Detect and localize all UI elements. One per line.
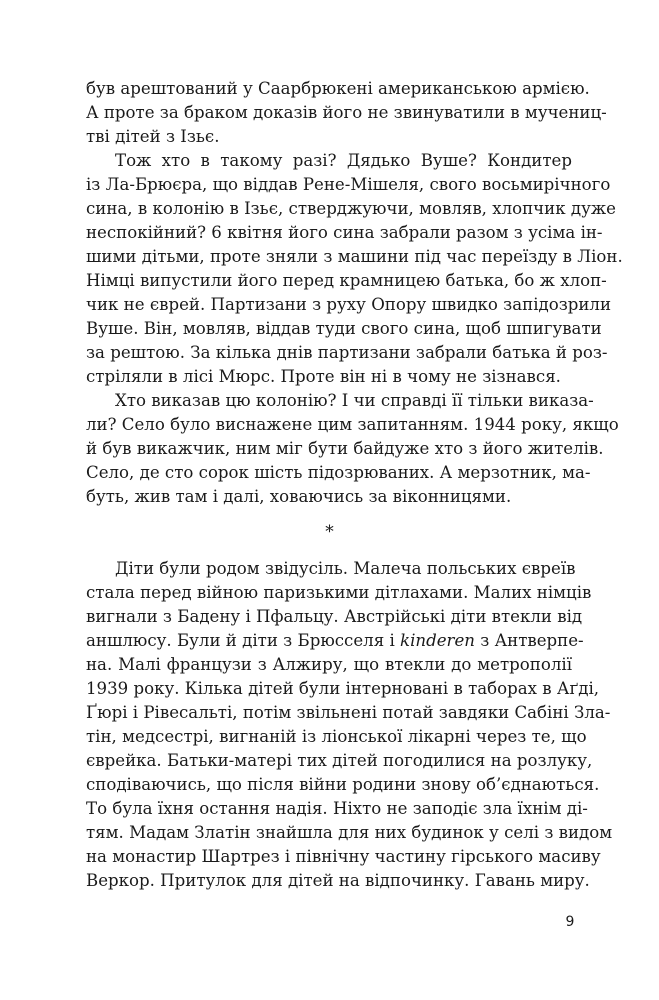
- text-line: шими дітьми, проте зняли з машини під час переїзду в Ліон.: [86, 247, 623, 266]
- text-line: тін, медсестрі, вигнаній із ліонської лікарні через те, що: [86, 727, 587, 746]
- text-line: Діти були родом звідусіль. Малеча польських євреїв: [115, 559, 576, 578]
- text-line: тям. Мадам Златін знайшла для них будинок у селі з видом: [86, 823, 613, 842]
- text-line: стала перед війною паризькими дітлахами. Малих німців: [86, 583, 592, 602]
- text-line: ли? Село було виснажене цим запитанням. 1944 року, якщо: [86, 415, 619, 434]
- section-2-text: [86, 557, 613, 893]
- text-line: тві дітей з Ізьє.: [86, 127, 220, 146]
- text-line: Хто виказав цю колонію? І чи справді її тільки виказа-: [115, 391, 594, 410]
- text-line: Тож хто в такому разі? Дядько Вуше? Кондитер: [115, 151, 572, 170]
- text-line: був арештований у Саарбрюкені американською армією.: [86, 79, 590, 98]
- text-line: Ґюрі і Рівесальті, потім звільнені потай завдяки Сабіні Зла-: [86, 703, 611, 722]
- foreign-word: kinderen: [400, 631, 475, 650]
- text-line: чик не єврей. Партизани з руху Опору швидко запідозрили: [86, 295, 612, 314]
- text-line: Вуше. Він, мовляв, віддав туди свого сина, щоб шпигувати: [86, 319, 602, 338]
- text-line: То була їхня остання надія. Ніхто не заподіє зла їхнім ді-: [86, 799, 588, 818]
- text-line: стріляли в лісі Мюрс. Проте він ні в чому не зізнався.: [86, 367, 561, 386]
- text-line: на монастир Шартрез і північну частину гірського масиву: [86, 847, 601, 866]
- text-line: Німці випустили його перед крамницею батька, бо ж хлоп-: [86, 271, 607, 290]
- text-line: 1939 року. Кілька дітей були інтерновані в таборах в Аґді,: [86, 679, 600, 698]
- text-line: буть, жив там і далі, ховаючись за віконницями.: [86, 487, 512, 506]
- text-line: єврейка. Батьки-матері тих дітей погодилися на розлуку,: [86, 751, 593, 770]
- text-line: вигнали з Бадену і Пфальцу. Австрійські діти втекли від: [86, 607, 583, 626]
- text-line: А проте за браком доказів його не звинуватили в мучениц-: [86, 103, 607, 122]
- text-line: Веркор. Притулок для дітей на відпочинку. Гавань миру.: [86, 871, 590, 890]
- text-line: на. Малі французи з Алжиру, що втекли до метрополії: [86, 655, 572, 674]
- text-line: сина, в колонію в Ізьє, стверджуючи, мовляв, хлопчик дуже: [86, 199, 616, 218]
- text-line: й був викажчик, ним міг бути байдуже хто з його жителів.: [86, 439, 604, 458]
- text-line: неспокійний? 6 квітня його сина забрали разом з усіма ін-: [86, 223, 603, 242]
- text-line: аншлюсу. Були й діти з Брюсселя і kinderen з Антверпе-: [86, 631, 584, 650]
- text-line: із Ла-Брюєра, що віддав Рене-Мішеля, свого восьмирічного: [86, 175, 611, 194]
- text-line: за рештою. За кілька днів партизани забрали батька й роз-: [86, 343, 608, 362]
- section-1-text: [86, 77, 623, 509]
- text-line: сподіваючись, що після війни родини знову об’єднаються.: [86, 775, 600, 794]
- text-line: Село, де сто сорок шість підозрюваних. А мерзотник, ма-: [86, 463, 591, 482]
- page-number: 9: [565, 914, 575, 930]
- section-separator: *: [325, 522, 334, 542]
